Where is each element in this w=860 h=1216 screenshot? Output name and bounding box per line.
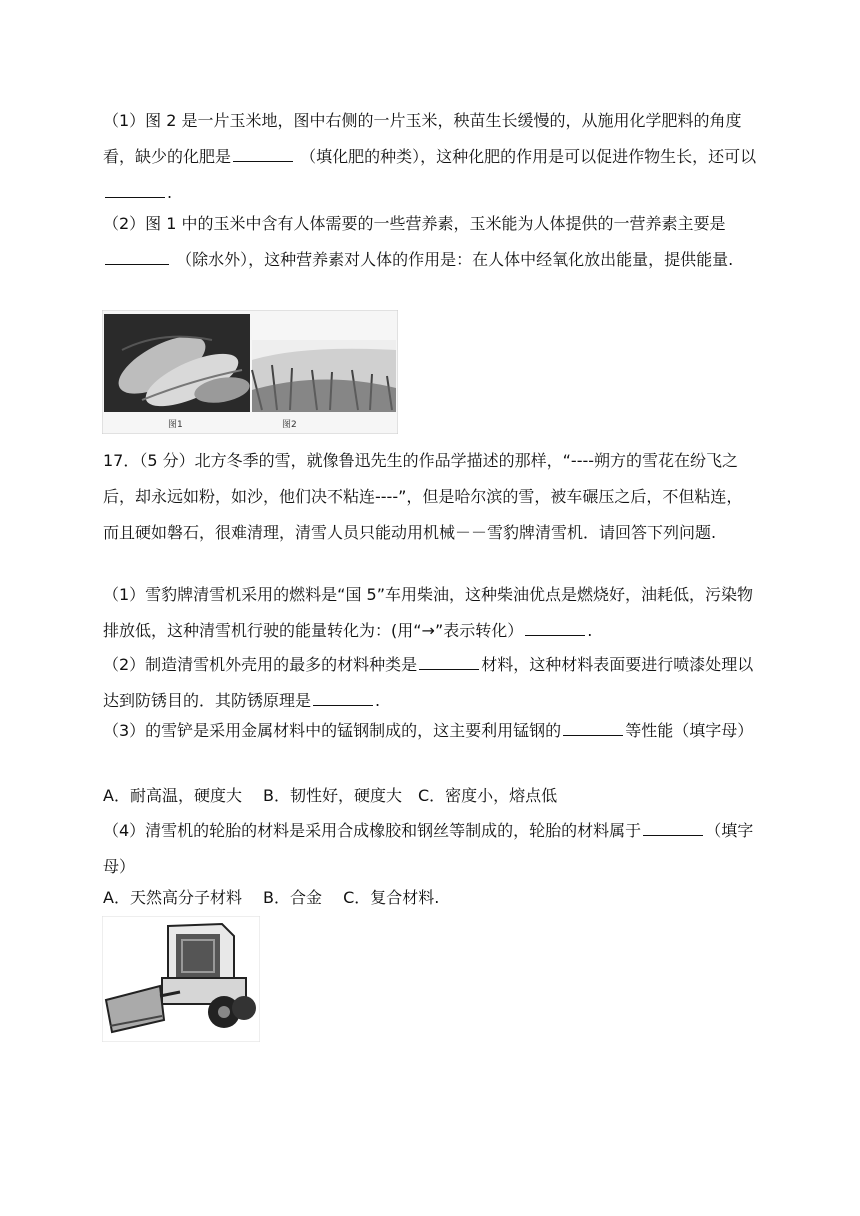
q17-part3 [103, 713, 758, 749]
q16-part2-text-b: （除水外），这种营养素对人体的作用是：在人体中经氧化放出能量，提供能量. [176, 250, 734, 269]
q17-part1-text-b: . [587, 621, 593, 640]
snow-plow-image [102, 916, 260, 1042]
q16-part1-text-a: （1）图 2 是一片玉米地，图中右侧的一片玉米，秧苗生长缓慢的，从施用化学肥料的角度看，缺少的化肥是 [103, 111, 742, 166]
q17-part4-text-b: （填字母） [103, 821, 754, 876]
q17-part2-text-a: （2）制造清雪机外壳用的最多的材料种类是 [103, 655, 418, 674]
q17-part3-options: A．耐高温，硬度大 B．韧性好，硬度大 C．密度小，熔点低 [103, 786, 558, 805]
q17-part2-text-c: . [375, 691, 381, 710]
q17-part3-text-a: （3）的雪铲是采用金属材料中的锰钢制成的，这主要利用锰钢的 [103, 721, 562, 740]
figure2-caption: 图2 [282, 420, 297, 430]
answer-blank[interactable] [105, 246, 169, 265]
answer-blank[interactable] [105, 179, 165, 198]
q17-part4 [103, 813, 758, 885]
q16-part2 [103, 206, 758, 278]
q17-part1 [103, 577, 758, 649]
answer-blank[interactable] [233, 143, 293, 162]
q17-part2-text-b: 材料，这种材料表面要进行喷漆处理以达到防锈目的．其防锈原理是 [103, 655, 754, 710]
corn-figure [102, 310, 398, 434]
answer-blank[interactable] [643, 817, 703, 836]
answer-blank[interactable] [525, 617, 585, 636]
q17-part1-text-a: （1）雪豹牌清雪机采用的燃料是“国 5”车用柴油，这种柴油优点是燃烧好，油耗低，污染物排放低，这种清雪机行驶的能量转化为：(用“→”表示转化） [103, 585, 754, 640]
q17-part3-text-b: 等性能（填字母） [625, 721, 754, 740]
q16-part1-text-c: . [167, 183, 173, 202]
snow-plow-figure [102, 916, 260, 1042]
q17-intro: 17．（5 分）北方冬季的雪，就像鲁迅先生的作品学描述的那样，“----朔方的雪花在纷飞之后，却永远如粉，如沙，他们决不粘连----”，但是哈尔滨的雪，被车碾压之后，不但粘连，而且硬如磐石，很难清理，清雪人员只能动用机械－－雪豹牌清雪机．请回答下列问题. [103, 451, 743, 542]
q16-part2-text-a: （2）图 1 中的玉米中含有人体需要的一些营养素，玉米能为人体提供的一营养素主要是 [103, 214, 726, 233]
q17-part4-text-a: （4）清雪机的轮胎的材料是采用合成橡胶和钢丝等制成的，轮胎的材料属于 [103, 821, 642, 840]
answer-blank[interactable] [419, 651, 479, 670]
q17-part2 [103, 647, 758, 719]
q16-part1-text-b: （填化肥的种类），这种化肥的作用是可以促进作物生长，还可以 [300, 147, 757, 166]
answer-blank[interactable] [563, 717, 623, 736]
q17-part4-options: A．天然高分子材料 B．合金 C．复合材料. [103, 888, 440, 907]
answer-blank[interactable] [313, 687, 373, 706]
q16-part1 [103, 103, 758, 211]
corn-figure-image [102, 310, 398, 434]
figure1-caption: 图1 [168, 420, 183, 430]
